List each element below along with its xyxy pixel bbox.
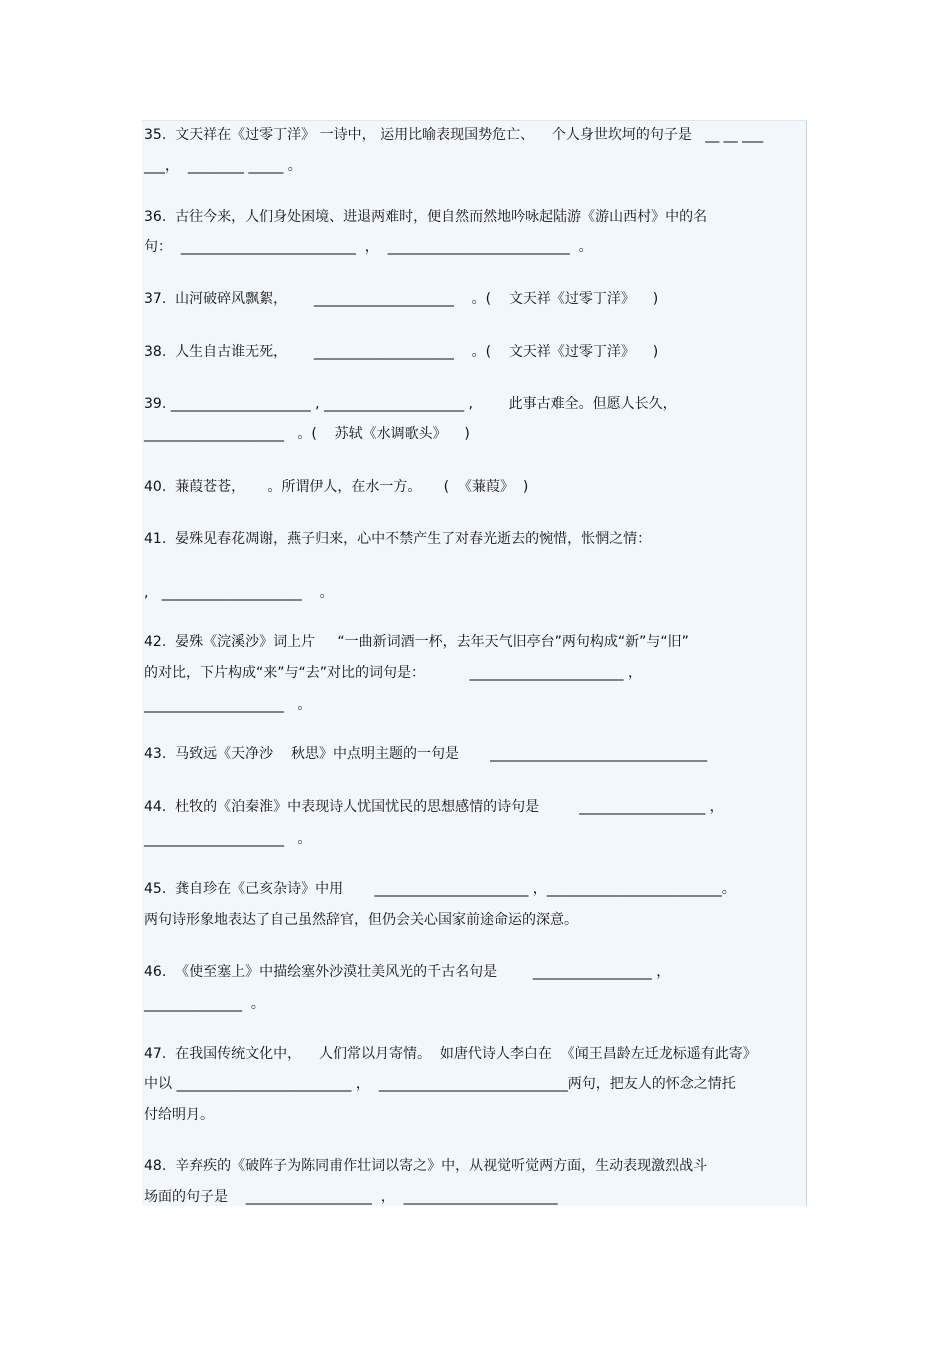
question-42-line-1: 42. 晏殊《浣溪沙》词上片 “一曲新词酒一杯，去年天气旧亭台”两句构成“新”与“旧” [144,634,689,650]
question-47-line-3: 付给明月。 [144,1107,214,1123]
question-39-line-1: 39. ____________________ , ____________________ , 此事古难全。但愿人长久， [144,396,677,412]
question-46-line-2: ______________ 。 [144,996,265,1012]
question-39-line-2: ____________________ 。( 苏轼《水调歌头》 ) [144,426,470,442]
question-35-line-2: ___， ________ _____ 。 [144,158,302,174]
question-47-line-1: 47. 在我国传统文化中， 人们常以月寄情。 如唐代诗人李白在 《闻王昌龄左迁龙标遥有此寄》 [144,1046,757,1062]
question-46-line-1: 46. 《使至塞上》中描绘塞外沙漠壮美风光的千古名句是 _________________ ， [144,964,671,980]
question-41-line-1: 41. 晏殊见春花凋谢，燕子归来，心中不禁产生了对春光逝去的惋惜，怅惘之情： [144,531,652,547]
question-37-line-1: 37. 山河破碎风飘絮， ____________________ 。( 文天祥《过零丁洋》 ) [144,291,659,307]
question-45-line-2: 两句诗形象地表达了自己虽然辞官，但仍会关心国家前途命运的深意。 [144,912,578,928]
question-45-line-1: 45. 龚自珍在《己亥杂诗》中用 ______________________ ，_________________________。 [144,881,736,897]
question-43-line-1: 43. 马致远《天净沙 秋思》中点明主题的一句是 _______________________________ [144,746,708,762]
question-47-line-2: 中以 _________________________ ， ___________________________两句，把友人的怀念之情托 [144,1076,736,1092]
question-36-line-2: 句： _________________________ ， __________________________ 。 [144,239,593,255]
question-42-line-2: 的对比，下片构成“来”与“去”对比的词句是： ______________________ ， [144,665,642,681]
question-42-line-3: ____________________ 。 [144,697,312,713]
question-38-line-1: 38. 人生自古谁无死， ____________________ 。( 文天祥《过零丁洋》 ) [144,344,659,360]
question-44-line-2: ____________________ 。 [144,831,312,847]
question-40-line-1: 40. 蒹葭苍苍， 。所谓伊人，在水一方。 ( 《蒹葭》 ) [144,479,529,495]
question-44-line-1: 44. 杜牧的《泊秦淮》中表现诗人忧国忧民的思想感情的诗句是 __________________ ， [144,799,724,815]
question-41-line-2: , ____________________ 。 [144,585,334,601]
question-35-line-1: 35. 文天祥在《过零丁洋》 一诗中， 运用比喻表现国势危亡、 个人身世坎坷的句子是 __ __ ___ [144,127,764,143]
question-36-line-1: 36. 古往今来，人们身处困境、进退两难时，便自然而然地吟咏起陆游《游山西村》中的名 [144,209,708,225]
question-48-line-2: 场面的句子是 __________________ ， ______________________ [144,1189,558,1205]
question-48-line-1: 48. 辛弃疾的《破阵子为陈同甫作壮词以寄之》中，从视觉听觉两方面，生动表现激烈战斗 [144,1158,708,1174]
